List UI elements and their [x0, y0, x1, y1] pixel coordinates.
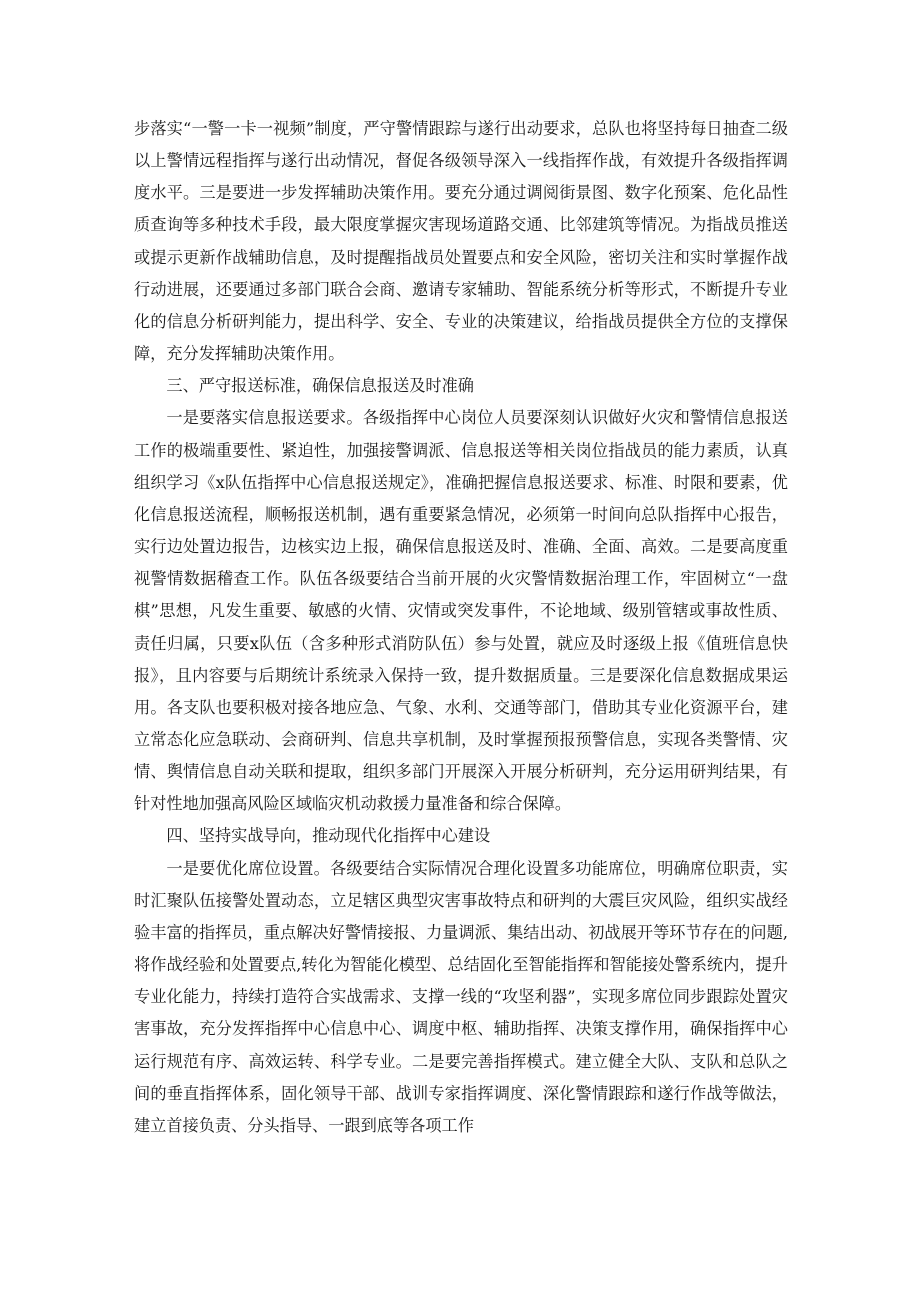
document-page: [134, 113, 788, 1142]
paragraph-information-reporting: 一是要落实信息报送要求。各级指挥中心岗位人员要深刻认识做好火灾和警情信息报送工作的极端重要性、紧迫性，加强接警调派、信息报送等相关岗位指战员的能力素质，认真组织学习《x队伍指挥中心信息报送规定》，准确把握信息报送要求、标准、时限和要素，优化信息报送流程，顺畅报送机制，遇有重要紧急情况，必须第一时间向总队指挥中心报告，实行边处置边报告，边核实边上报，确保信息报送及时、准确、全面、高效。二是要高度重视警情数据稽查工作。队伍各级要结合当前开展的火灾警情数据治理工作，牢固树立“一盘棋”思想，凡发生重要、敏感的火情、灾情或突发事件，不论地域、级别管辖或事故性质、责任归属，只要x队伍（含多种形式消防队伍）参与处置，就应及时逐级上报《值班信息快报》，且内容要与后期统计系统录入保持一致，提升数据质量。三是要深化信息数据成果运用。各支队也要积极对接各地应急、气象、水利、交通等部门，借助其专业化资源平台，建立常态化应急联动、会商研判、信息共享机制，及时掌握预报预警信息，实现各类警情、灾情、舆情信息自动关联和提取，组织多部门开展深入开展分析研判，充分运用研判结果，有针对性地加强高风险区域临灾机动救援力量准备和综合保障。: [134, 408, 788, 814]
section-heading-command-center-construction: 四、坚持实战导向，推动现代化指挥中心建设: [166, 826, 491, 846]
paragraph-command-dispatch-continued: 步落实“一警一卡一视频”制度，严守警情跟踪与遂行出动要求，总队也将坚持每日抽查二级以上警情远程指挥与遂行出动情况，督促各级领导深入一线指挥作战，有效提升各级指挥调度水平。三是要进一步发挥辅助决策作用。要充分通过调阅街景图、数字化预案、危化品性质查询等多种技术手段，最大限度掌握灾害现场道路交通、比邻建筑等情况。为指战员推送或提示更新作战辅助信息，及时提醒指战员处置要点和安全风险，密切关注和实时掌握作战行动进展，还要通过多部门联合会商、邀请专家辅助、智能系统分析等形式，不断提升专业化的信息分析研判能力，提出科学、安全、专业的决策建议，给指战员提供全方位的支撑保障，充分发挥辅助决策作用。: [134, 119, 788, 364]
section-heading-reporting-standards: 三、严守报送标准，确保信息报送及时准确: [166, 376, 474, 396]
paragraph-seat-optimization: 一是要优化席位设置。各级要结合实际情况合理化设置多功能席位，明确席位职责，实时汇聚队伍接警处置动态，立足辖区典型灾害事故特点和研判的大震巨灾风险，组织实战经验丰富的指挥员，重点解决好警情接报、力量调派、集结出动、初战展开等环节存在的问题,将作战经验和处置要点,转化为智能化模型、总结固化至智能指挥和智能接处警系统内，提升专业化能力，持续打造符合实战需求、支撑一线的“攻坚利器”，实现多席位同步跟踪处置灾害事故，充分发挥指挥中心信息中心、调度中枢、辅助指挥、决策支撑作用，确保指挥中心运行规范有序、高效运转、科学专业。二是要完善指挥模式。建立健全大队、支队和总队之间的垂直指挥体系，固化领导干部、战训专家指挥调度、深化警情跟踪和遂行作战等做法，建立首接负责、分头指导、一跟到底等各项工作: [134, 858, 788, 1135]
